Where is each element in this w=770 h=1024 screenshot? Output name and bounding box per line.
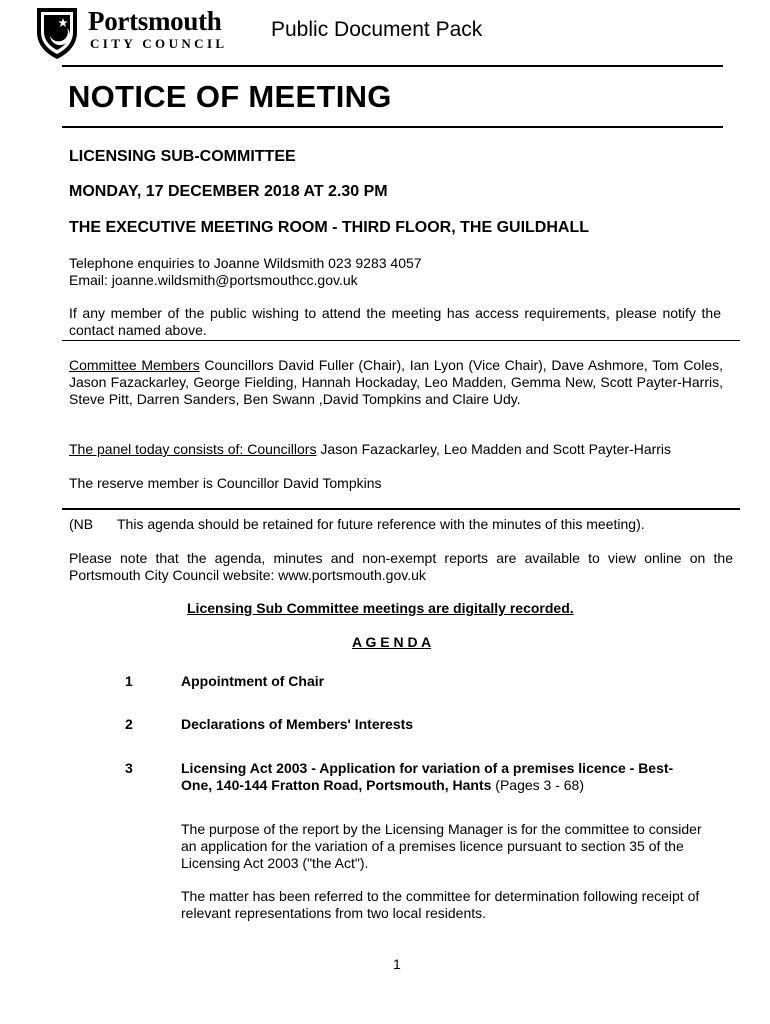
contact-email: Email: joanne.wildsmith@portsmouthcc.gov.uk <box>69 272 358 288</box>
reserve-member: The reserve member is Councillor David Tompkins <box>69 475 382 491</box>
committee-members-list: Councillors David Fuller (Chair), Ian Lyon (Vice Chair), Dave Ashmore, Tom Coles, Jason Fazackarley, George Fielding, Hannah Hockaday, Leo Madden, Gemma New, Scott Payter-Harris, Steve Pitt, Darren Sanders, Ben Swann ,David Tompkins and Claire Udy. <box>69 357 724 407</box>
agenda-item-description: The matter has been referred to the committee for determination following receipt of relevant representations from two local residents. <box>181 888 700 921</box>
recorded-note-wrap <box>187 600 574 616</box>
meeting-venue: THE EXECUTIVE MEETING ROOM - THIRD FLOOR, THE GUILDHALL <box>69 219 589 236</box>
page-number: 1 <box>393 956 401 972</box>
pack-label: Public Document Pack <box>271 18 483 41</box>
agenda-item-3 <box>181 760 701 794</box>
agenda-item-description: The purpose of the report by the Licensing Manager is for the committee to consider an application for the variation of a premises licence pursuant to section 35 of the Licensing Act 2003 ("the Act"). <box>181 821 702 871</box>
panel-members: Jason Fazackarley, Leo Madden and Scott Payter-Harris <box>316 441 672 457</box>
committee-name: LICENSING SUB-COMMITTEE <box>69 148 296 165</box>
agenda-item-title: Licensing Act 2003 - Application for variation of a premises licence - Best-One, 140-144 Fratton Road, Portsmouth, Hants <box>181 760 674 793</box>
online-note: Please note that the agenda, minutes and non-exempt reports are available to view online on the Portsmouth City Council website: www.portsmouth.gov.uk <box>69 550 733 583</box>
page-title: NOTICE OF MEETING <box>68 79 392 114</box>
agenda-item-number: 3 <box>125 760 133 776</box>
nb-text: This agenda should be retained for future reference with the minutes of this meeting). <box>117 516 645 532</box>
contact-phone: Telephone enquiries to Joanne Wildsmith 023 9283 4057 <box>69 255 422 271</box>
agenda-item-number: 1 <box>125 673 133 689</box>
panel-rule <box>62 508 740 510</box>
agenda-heading: A G E N D A <box>352 634 432 650</box>
committee-members-label: Committee Members <box>69 357 200 373</box>
nb-prefix: (NB <box>69 516 94 532</box>
panel-label: The panel today consists of: Councillors <box>69 441 317 457</box>
panel-today <box>69 441 709 458</box>
agenda-item-number: 2 <box>125 716 133 732</box>
access-rule <box>62 340 740 341</box>
org-subtitle: CITY COUNCIL <box>90 36 228 51</box>
recorded-note: Licensing Sub Committee meetings are digitally recorded. <box>187 600 574 616</box>
committee-members <box>69 357 723 408</box>
access-note: If any member of the public wishing to attend the meeting has access requirements, please notify the contact named above. <box>69 305 721 338</box>
agenda-item-title: Declarations of Members' Interests <box>181 716 414 732</box>
org-name: Portsmouth <box>88 6 222 36</box>
agenda-item-pages: (Pages 3 - 68) <box>491 777 584 793</box>
header-rule <box>62 65 723 67</box>
agenda-heading-wrap <box>352 634 431 650</box>
council-crest-icon <box>34 6 80 60</box>
agenda-item-title: Appointment of Chair <box>181 673 325 689</box>
meeting-datetime: MONDAY, 17 DECEMBER 2018 AT 2.30 PM <box>69 183 388 200</box>
title-rule <box>62 126 723 128</box>
